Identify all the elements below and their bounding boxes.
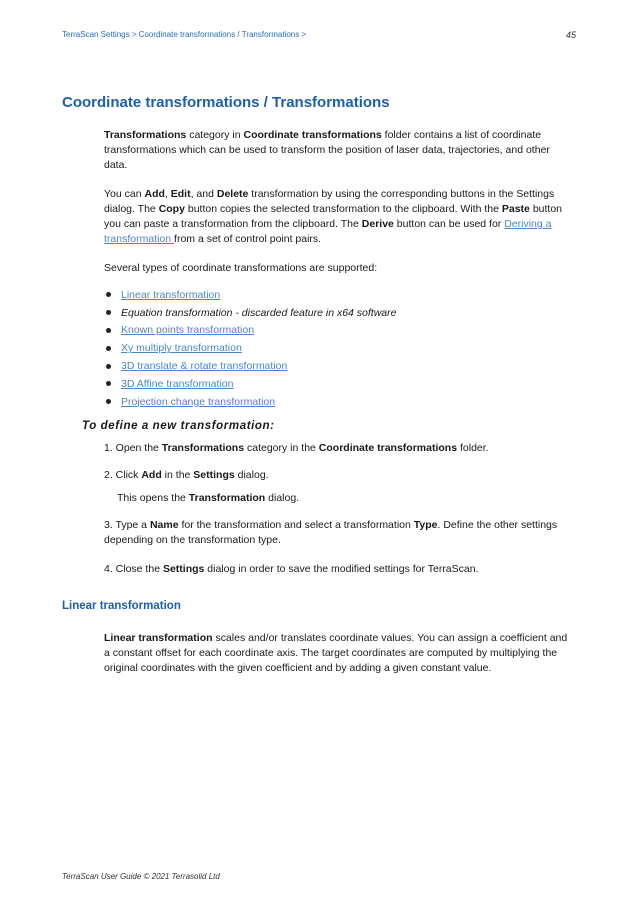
intro-paragraph-2 [104,187,574,247]
list-item [104,286,574,304]
linear-transformation-paragraph [104,631,574,676]
intro-paragraph-3: Several types of coordinate transformations are supported: [104,262,378,274]
term: Linear transformation [104,632,213,644]
text: for the transformation and select a transformation [178,519,414,531]
section-title: Coordinate transformations / Transformations [62,94,390,111]
text: dialog. [265,492,300,504]
text: 2. Click [104,469,142,481]
bullet-icon [106,381,111,386]
text: button copies the selected transformation to the clipboard. With the [184,203,502,215]
bullet-icon [106,328,111,333]
page-footer: TerraScan User Guide © 2021 Terrasolid Ltd [62,872,220,881]
bullet-icon [106,292,111,297]
text: 4. Close the [104,563,163,575]
text: , and [190,188,217,200]
projection-change-transformation-link[interactable]: Projection change transformation [121,395,276,408]
breadcrumb[interactable]: TerraScan Settings > Coordinate transformations / Transformations > [62,30,307,39]
term: Settings [162,563,205,575]
procedure-title: To define a new transformation: [82,420,275,432]
text: , [164,188,171,200]
list-item [104,339,574,357]
term: Coordinate transformations [318,442,458,454]
text: transformation by using the corresponding buttons in the Settings dialog. The [104,188,555,215]
text: category in the [244,442,319,454]
list-item [104,357,574,375]
text: dialog. [234,469,269,481]
xy-multiply-transformation-link[interactable]: Xy multiply transformation [121,342,242,355]
equation-transformation-label: Equation transformation - discarded feature in x64 software [121,306,397,319]
term: Coordinate transformations [243,129,382,141]
term: Add [141,469,162,481]
text: button you can paste a transformation from the clipboard. The [104,203,563,230]
procedure-step-2 [104,468,574,483]
text: 3. Type a [104,519,150,531]
procedure-step-4 [104,562,574,577]
known-points-transformation-link[interactable]: Known points transformation [121,324,255,337]
term: Edit [170,188,191,200]
text: in the [161,469,194,481]
list-item [104,393,574,411]
text: You can [104,188,145,200]
list-item [104,304,574,322]
term: Settings [193,469,235,481]
list-item [104,375,574,393]
affine-transformation-link[interactable]: 3D Affine transformation [121,377,234,390]
term: Delete [216,188,249,200]
term: Copy [158,203,185,215]
text: folder. [457,442,489,454]
text: scales and/or translates coordinate values. You can assign a coefficient and a constant offset for each coordinate axis. The target coordinates are computed by multiplying the original coordinates with the given coefficient and by adding a given constant value. [104,632,568,674]
intro-paragraph-1 [104,128,574,173]
page-number: 45 [565,30,576,40]
text: This opens the [117,492,189,504]
term: Transformations [161,442,245,454]
procedure-step-2-note [117,491,587,506]
procedure-step-3 [104,518,559,548]
text: button can be used for [393,218,505,230]
list-item [104,322,574,340]
term: Name [149,519,179,531]
term: Transformations [104,129,187,141]
text: dialog in order to save the modified settings for TerraScan. [204,563,479,575]
deriving-transformation-link[interactable]: Deriving a transformation [104,218,552,245]
procedure-step-1 [104,441,574,456]
text: 1. Open the [104,442,162,454]
term: Paste [501,203,530,215]
translate-rotate-transformation-link[interactable]: 3D translate & rotate transformation [121,360,288,373]
transformation-types-list [104,286,574,411]
linear-transformation-link[interactable]: Linear transformation [121,288,221,301]
bullet-icon [106,346,111,351]
text: from a set of control point pairs. [174,233,322,245]
term: Transformation [188,492,266,504]
text: folder contains a list of coordinate transformations which can be used to transform the position of laser data, trajectories, and other data. [104,129,550,171]
bullet-icon [106,364,111,369]
subsection-title: Linear transformation [62,600,181,612]
term: Derive [361,218,394,230]
term: Add [144,188,165,200]
bullet-icon [106,310,111,315]
page-header [62,30,576,44]
bullet-icon [106,399,111,404]
text: category in [186,129,244,141]
term: Type [413,519,438,531]
text: . Define the other settings depending on the transformation type. [104,519,558,546]
